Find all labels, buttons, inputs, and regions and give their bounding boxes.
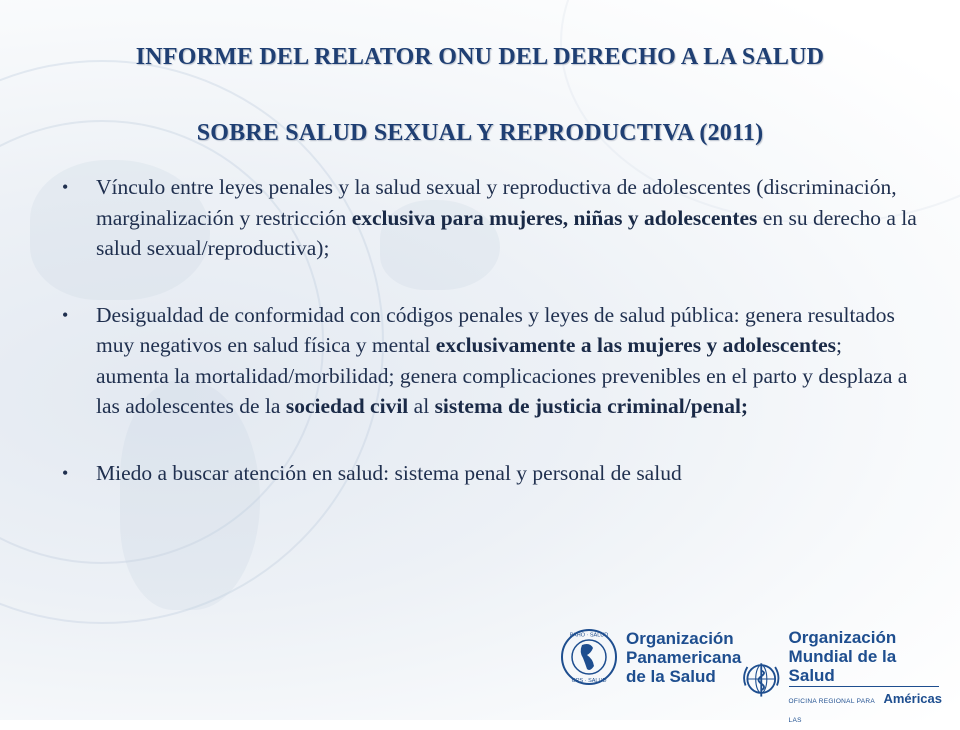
title-line-2: SOBRE SALUD SEXUAL Y REPRODUCTIVA (2011)	[196, 120, 764, 146]
who-logo-divider	[789, 686, 939, 687]
paho-seal-text-top: PAHO · SALUD	[569, 632, 609, 639]
bullet-1-text: Vínculo entre leyes penales y la salud sexual y reproductiva de adolescentes (discriminación, marginalización y restricción exclusiva para mujeres, niñas y adolescentes en su derecho a la salud sexual/reproductiva);	[96, 175, 917, 260]
who-logo-text: Organización Mundial de la Salud OFICINA REGIONAL PARA LAS Américas	[789, 628, 942, 730]
bullet-1-emphasis: exclusiva para mujeres, niñas y adolescentes	[351, 205, 758, 230]
bullet-2-emphasis-1: exclusivamente a las mujeres y adolescentes	[435, 333, 837, 357]
bullet-list	[60, 172, 920, 524]
bullet-icon: •	[62, 462, 69, 483]
who-emblem-icon	[740, 656, 783, 702]
paho-logo-text: Organización Panamericana de la Salud	[626, 628, 742, 686]
bullet-2-text: Desigualdad de conformidad con códigos penales y leyes de salud pública: genera resultados muy negativos en salud física y mental exclusivamente a las mujeres y adolescentes; aumenta la mortalidad/morbilidad; genera complicaciones prevenibles en el parto y desplaza a las adolescentes de la sociedad civil al sistema de justicia criminal/penal;	[96, 302, 908, 418]
bullet-item-1	[60, 172, 920, 264]
bullet-icon: •	[62, 304, 69, 325]
bullet-icon: •	[62, 177, 69, 197]
slide-subtitle	[0, 120, 960, 147]
bullet-item-2	[60, 300, 920, 422]
slide-title	[0, 44, 960, 71]
paho-logo	[560, 628, 741, 686]
bullet-2-emphasis-3: sistema de justicia criminal/penal;	[434, 394, 749, 418]
bullet-item-3	[60, 458, 920, 489]
footer-logos	[560, 628, 942, 724]
paho-seal-text-bottom: OPS · SALUD	[571, 678, 607, 684]
who-logo	[740, 628, 942, 730]
title-line-1: INFORME DEL RELATOR ONU DEL DERECHO A LA SALUD	[135, 44, 825, 70]
who-americas-label: Américas	[883, 691, 942, 706]
bullet-3-text: Miedo a buscar atención en salud: sistema penal y personal de salud	[96, 460, 682, 485]
who-regional-label: OFICINA REGIONAL PARA LAS	[788, 698, 875, 724]
bullet-2-emphasis-2: sociedad civil	[285, 394, 409, 418]
paho-seal-icon	[560, 628, 618, 686]
